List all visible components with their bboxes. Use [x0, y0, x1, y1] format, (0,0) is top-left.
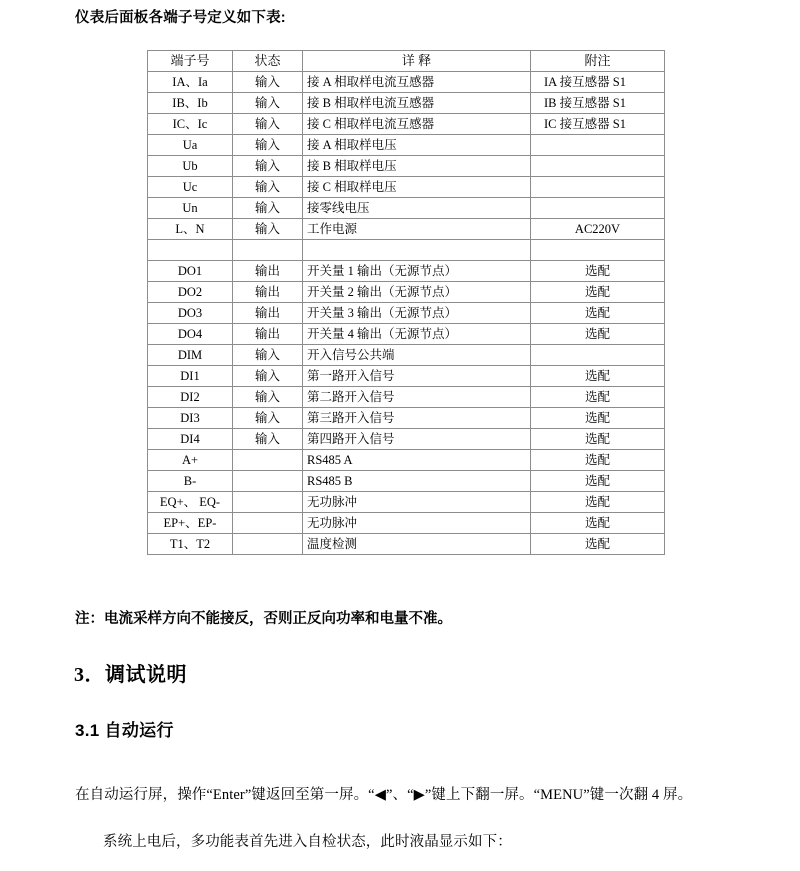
- cell-terminal-no: EP+、EP-: [148, 513, 233, 534]
- cell-remark: 选配: [531, 282, 665, 303]
- cell-remark: 选配: [531, 324, 665, 345]
- cell-remark: 选配: [531, 534, 665, 555]
- cell-description: 开关量 3 输出（无源节点）: [303, 303, 531, 324]
- terminal-table-container: [147, 50, 664, 555]
- cell-terminal-no: IC、Ic: [148, 114, 233, 135]
- cell-terminal-no: EQ+、 EQ-: [148, 492, 233, 513]
- cell-state: [233, 534, 303, 555]
- cell-description: 温度检测: [303, 534, 531, 555]
- cell-description: 第四路开入信号: [303, 429, 531, 450]
- cell-terminal-no: [148, 240, 233, 261]
- cell-remark: 选配: [531, 387, 665, 408]
- cell-state: [233, 492, 303, 513]
- cell-state: 输入: [233, 72, 303, 93]
- cell-terminal-no: IB、Ib: [148, 93, 233, 114]
- cell-remark: [531, 156, 665, 177]
- cell-state: 输入: [233, 198, 303, 219]
- cell-remark: AC220V: [531, 219, 665, 240]
- cell-description: RS485 B: [303, 471, 531, 492]
- cell-terminal-no: DO2: [148, 282, 233, 303]
- cell-remark: [531, 345, 665, 366]
- cell-remark: [531, 135, 665, 156]
- paragraph-auto-run-keys: 在自动运行屏，操作“Enter”键返回至第一屏。“◀”、“▶”键上下翻一屏。“MENU”键一次翻 4 屏。: [75, 787, 693, 803]
- cell-state: 输出: [233, 282, 303, 303]
- header-terminal-no: 端子号: [148, 51, 233, 72]
- table-row: [148, 450, 665, 471]
- cell-state: 输入: [233, 93, 303, 114]
- cell-terminal-no: DI3: [148, 408, 233, 429]
- cell-terminal-no: Un: [148, 198, 233, 219]
- table-row: [148, 72, 665, 93]
- cell-description: 接 A 相取样电流互感器: [303, 72, 531, 93]
- cell-description: 接 C 相取样电压: [303, 177, 531, 198]
- cell-state: 输入: [233, 219, 303, 240]
- table-row: [148, 282, 665, 303]
- cell-remark: IA 接互感器 S1: [531, 72, 665, 93]
- cell-description: 开关量 1 输出（无源节点）: [303, 261, 531, 282]
- cell-description: 接 C 相取样电流互感器: [303, 114, 531, 135]
- cell-state: [233, 513, 303, 534]
- cell-terminal-no: DO3: [148, 303, 233, 324]
- cell-state: [233, 240, 303, 261]
- table-spacer-row: [148, 240, 665, 261]
- cell-terminal-no: DI1: [148, 366, 233, 387]
- table-row: [148, 114, 665, 135]
- cell-description: 开关量 4 输出（无源节点）: [303, 324, 531, 345]
- cell-terminal-no: L、N: [148, 219, 233, 240]
- cell-terminal-no: DO1: [148, 261, 233, 282]
- cell-remark: 选配: [531, 366, 665, 387]
- cell-state: 输入: [233, 387, 303, 408]
- cell-terminal-no: DI2: [148, 387, 233, 408]
- header-state: 状态: [233, 51, 303, 72]
- subsection-heading: 3.1 自动运行: [75, 721, 174, 740]
- section-heading: 3．调试说明: [74, 664, 187, 686]
- cell-state: [233, 471, 303, 492]
- table-row: [148, 387, 665, 408]
- terminal-table-body: [148, 51, 665, 555]
- table-row: [148, 513, 665, 534]
- table-row: [148, 93, 665, 114]
- cell-terminal-no: DI4: [148, 429, 233, 450]
- table-row: [148, 366, 665, 387]
- cell-state: 输入: [233, 156, 303, 177]
- cell-description: 第二路开入信号: [303, 387, 531, 408]
- table-row: [148, 492, 665, 513]
- cell-description: 开关量 2 输出（无源节点）: [303, 282, 531, 303]
- cell-terminal-no: T1、T2: [148, 534, 233, 555]
- cell-state: [233, 450, 303, 471]
- cell-state: 输入: [233, 177, 303, 198]
- cell-description: 无功脉冲: [303, 513, 531, 534]
- cell-description: 接 B 相取样电流互感器: [303, 93, 531, 114]
- cell-remark: 选配: [531, 513, 665, 534]
- cell-terminal-no: Ub: [148, 156, 233, 177]
- cell-terminal-no: DO4: [148, 324, 233, 345]
- cell-remark: [531, 240, 665, 261]
- cell-terminal-no: Uc: [148, 177, 233, 198]
- cell-remark: [531, 198, 665, 219]
- cell-terminal-no: Ua: [148, 135, 233, 156]
- cell-terminal-no: A+: [148, 450, 233, 471]
- cell-state: 输出: [233, 324, 303, 345]
- table-row: [148, 177, 665, 198]
- cell-description: [303, 240, 531, 261]
- table-row: [148, 219, 665, 240]
- table-row: [148, 429, 665, 450]
- table-row: [148, 408, 665, 429]
- cell-terminal-no: DIM: [148, 345, 233, 366]
- cell-remark: 选配: [531, 429, 665, 450]
- table-row: [148, 303, 665, 324]
- cell-state: 输入: [233, 114, 303, 135]
- cell-description: 开入信号公共端: [303, 345, 531, 366]
- cell-state: 输出: [233, 303, 303, 324]
- table-row: [148, 261, 665, 282]
- cell-remark: 选配: [531, 450, 665, 471]
- cell-state: 输入: [233, 366, 303, 387]
- cell-remark: [531, 177, 665, 198]
- cell-remark: 选配: [531, 408, 665, 429]
- cell-state: 输入: [233, 429, 303, 450]
- cell-description: 工作电源: [303, 219, 531, 240]
- table-row: [148, 198, 665, 219]
- warning-note: 注：电流采样方向不能接反，否则正反向功率和电量不准。: [75, 611, 452, 627]
- terminal-definition-table: [147, 50, 665, 555]
- cell-state: 输入: [233, 408, 303, 429]
- cell-description: 第一路开入信号: [303, 366, 531, 387]
- table-row: [148, 534, 665, 555]
- header-remark: 附注: [531, 51, 665, 72]
- cell-remark: 选配: [531, 471, 665, 492]
- table-header-row: [148, 51, 665, 72]
- table-row: [148, 345, 665, 366]
- cell-description: 第三路开入信号: [303, 408, 531, 429]
- table-row: [148, 471, 665, 492]
- cell-remark: 选配: [531, 492, 665, 513]
- cell-state: 输入: [233, 345, 303, 366]
- cell-remark: 选配: [531, 261, 665, 282]
- cell-description: 接 B 相取样电压: [303, 156, 531, 177]
- table-row: [148, 156, 665, 177]
- paragraph-power-on-selftest: 系统上电后，多功能表首先进入自检状态，此时液晶显示如下：: [103, 834, 512, 850]
- header-description: 详 释: [303, 51, 531, 72]
- table-row: [148, 135, 665, 156]
- cell-remark: 选配: [531, 303, 665, 324]
- cell-remark: IB 接互感器 S1: [531, 93, 665, 114]
- intro-line: 仪表后面板各端子号定义如下表:: [75, 10, 286, 26]
- cell-state: 输入: [233, 135, 303, 156]
- cell-state: 输出: [233, 261, 303, 282]
- cell-description: 接零线电压: [303, 198, 531, 219]
- cell-description: 接 A 相取样电压: [303, 135, 531, 156]
- cell-terminal-no: B-: [148, 471, 233, 492]
- cell-remark: IC 接互感器 S1: [531, 114, 665, 135]
- table-row: [148, 324, 665, 345]
- cell-description: 无功脉冲: [303, 492, 531, 513]
- cell-terminal-no: IA、Ia: [148, 72, 233, 93]
- cell-description: RS485 A: [303, 450, 531, 471]
